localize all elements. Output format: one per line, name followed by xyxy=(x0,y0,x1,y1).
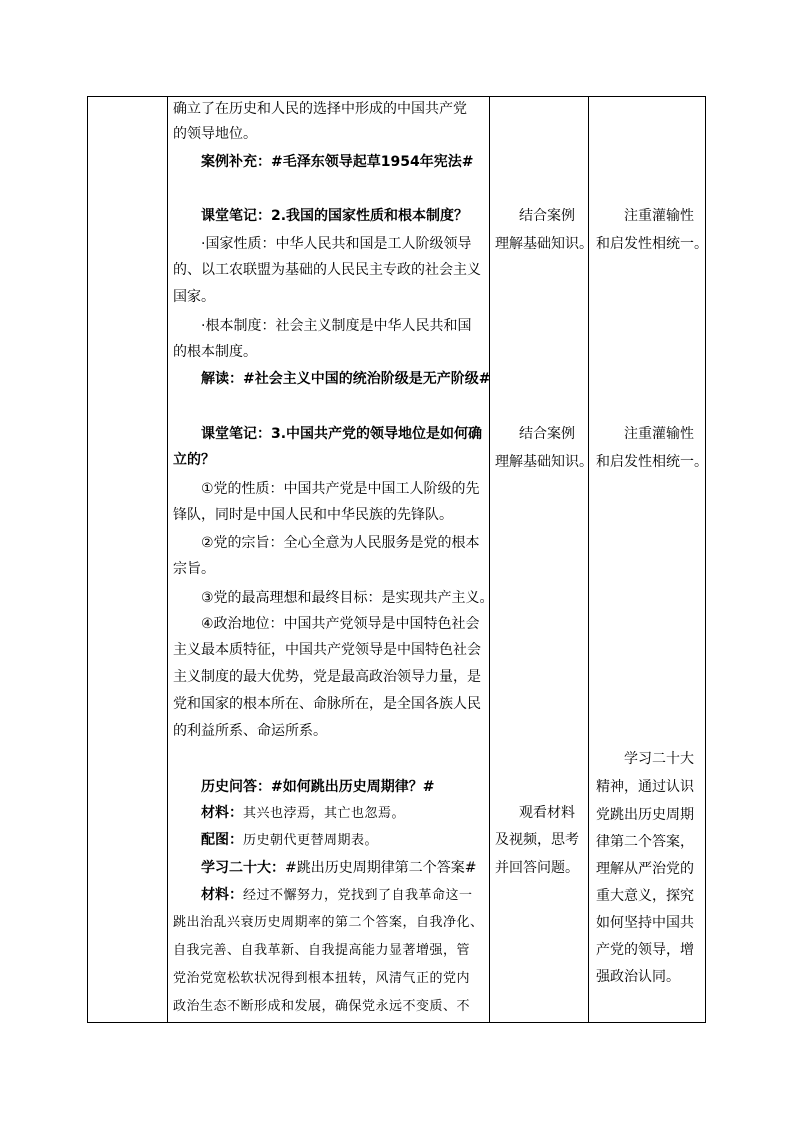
note3-p4: 党和国家的根本所在、命脉所在，是全国各族人民 xyxy=(173,696,481,712)
note2-system: 的根本制度。 xyxy=(173,344,257,360)
intent-text: 律第二个答案， xyxy=(596,834,694,850)
activity-text: 理解基础知识。 xyxy=(495,236,593,252)
history-figure: 配图：历史朝代更替周期表。 xyxy=(201,832,379,848)
intent-text: 理解从严治党的 xyxy=(596,861,694,877)
intent-text: 重大意义，探究 xyxy=(596,888,694,904)
intro-line: 的领导地位。 xyxy=(173,126,257,142)
history-material2-line: 自我完善、自我革新、自我提高能力显著增强，管 xyxy=(173,943,471,958)
intent-text: 和启发性相统一。 xyxy=(596,454,708,470)
note2-nature: ·国家性质：中华人民共和国是工人阶级领导 xyxy=(201,236,472,252)
note2-nature: 的、以工农联盟为基础的人民民主专政的社会主义 xyxy=(173,262,481,278)
history-material2: 材料：经过不懈努力，党找到了自我革命这一 xyxy=(201,887,473,903)
activity-text: 结合案例 xyxy=(519,426,575,442)
teaching-content-column xyxy=(168,97,494,1022)
activity-text: 并回答问题。 xyxy=(495,860,579,876)
note3-p2: ②党的宗旨：全心全意为人民服务是党的根本 xyxy=(201,535,480,551)
history-material: 材料：其兴也浡焉，其亡也忽焉。 xyxy=(201,805,406,821)
note3-p4: 主义最本质特征，中国共产党领导是中国特色社会 xyxy=(173,642,481,658)
activity-text: 及视频，思考 xyxy=(495,832,579,848)
intent-text: 注重灌输性 xyxy=(624,208,694,224)
history-study: 学习二十大：#跳出历史周期律第二个答案# xyxy=(201,860,477,876)
intent-text: 强政治认同。 xyxy=(596,969,680,985)
intent-text: 学习二十大 xyxy=(624,751,694,767)
history-question: 历史问答：#如何跳出历史周期律？# xyxy=(201,779,435,795)
case-supplement: 案例补充：#毛泽东领导起草1954年宪法# xyxy=(201,154,474,170)
student-activity-column xyxy=(491,97,593,1022)
activity-text: 结合案例 xyxy=(519,208,575,224)
note3-p4: ④政治地位：中国共产党领导是中国特色社会 xyxy=(201,616,480,632)
activity-text: 理解基础知识。 xyxy=(495,454,593,470)
history-material2-line: 党治党宽松软状况得到根本扭转，风清气正的党内 xyxy=(173,971,471,986)
note2-system: ·根本制度：社会主义制度是中华人民共和国 xyxy=(201,318,472,334)
intent-text: 精神，通过认识 xyxy=(596,779,694,795)
design-intent-column xyxy=(592,97,708,1022)
note3-p3: ③党的最高理想和最终目标：是实现共产主义。 xyxy=(201,590,494,606)
history-material2-line: 跳出治乱兴衰历史周期率的第二个答案，自我净化、 xyxy=(173,915,484,930)
note2-interpret: 解读：#社会主义中国的统治阶级是无产阶级# xyxy=(201,371,491,387)
note3-p4: 的利益所系、命运所系。 xyxy=(173,723,327,739)
intent-text: 注重灌输性 xyxy=(624,426,694,442)
intent-text: 和启发性相统一。 xyxy=(596,236,708,252)
intent-text: 产党的领导，增 xyxy=(596,942,694,958)
note3-p1: ①党的性质：中国共产党是中国工人阶级的先 xyxy=(201,481,480,497)
column-divider xyxy=(489,97,490,1022)
intent-text: 如何坚持中国共 xyxy=(596,915,694,931)
intent-text: 党跳出历史周期 xyxy=(596,807,694,823)
note3-title: 课堂笔记：3.中国共产党的领导地位是如何确 xyxy=(201,426,483,442)
note2-title: 课堂笔记：2.我国的国家性质和根本制度？ xyxy=(201,208,469,224)
note3-p1: 锋队，同时是中国人民和中华民族的先锋队。 xyxy=(173,507,453,523)
note3-title: 立的？ xyxy=(173,452,215,468)
lesson-table xyxy=(87,96,706,1023)
note3-p2: 宗旨。 xyxy=(173,561,215,577)
intro-line: 确立了在历史和人民的选择中形成的中国共产党 xyxy=(173,101,467,117)
note2-nature: 国家。 xyxy=(173,289,215,305)
note3-p4: 主义制度的最大优势，党是最高政治领导力量，是 xyxy=(173,669,481,685)
activity-text: 观看材料 xyxy=(519,805,575,821)
history-material2-line: 政治生态不断形成和发展，确保党永远不变质、不 xyxy=(173,999,471,1014)
